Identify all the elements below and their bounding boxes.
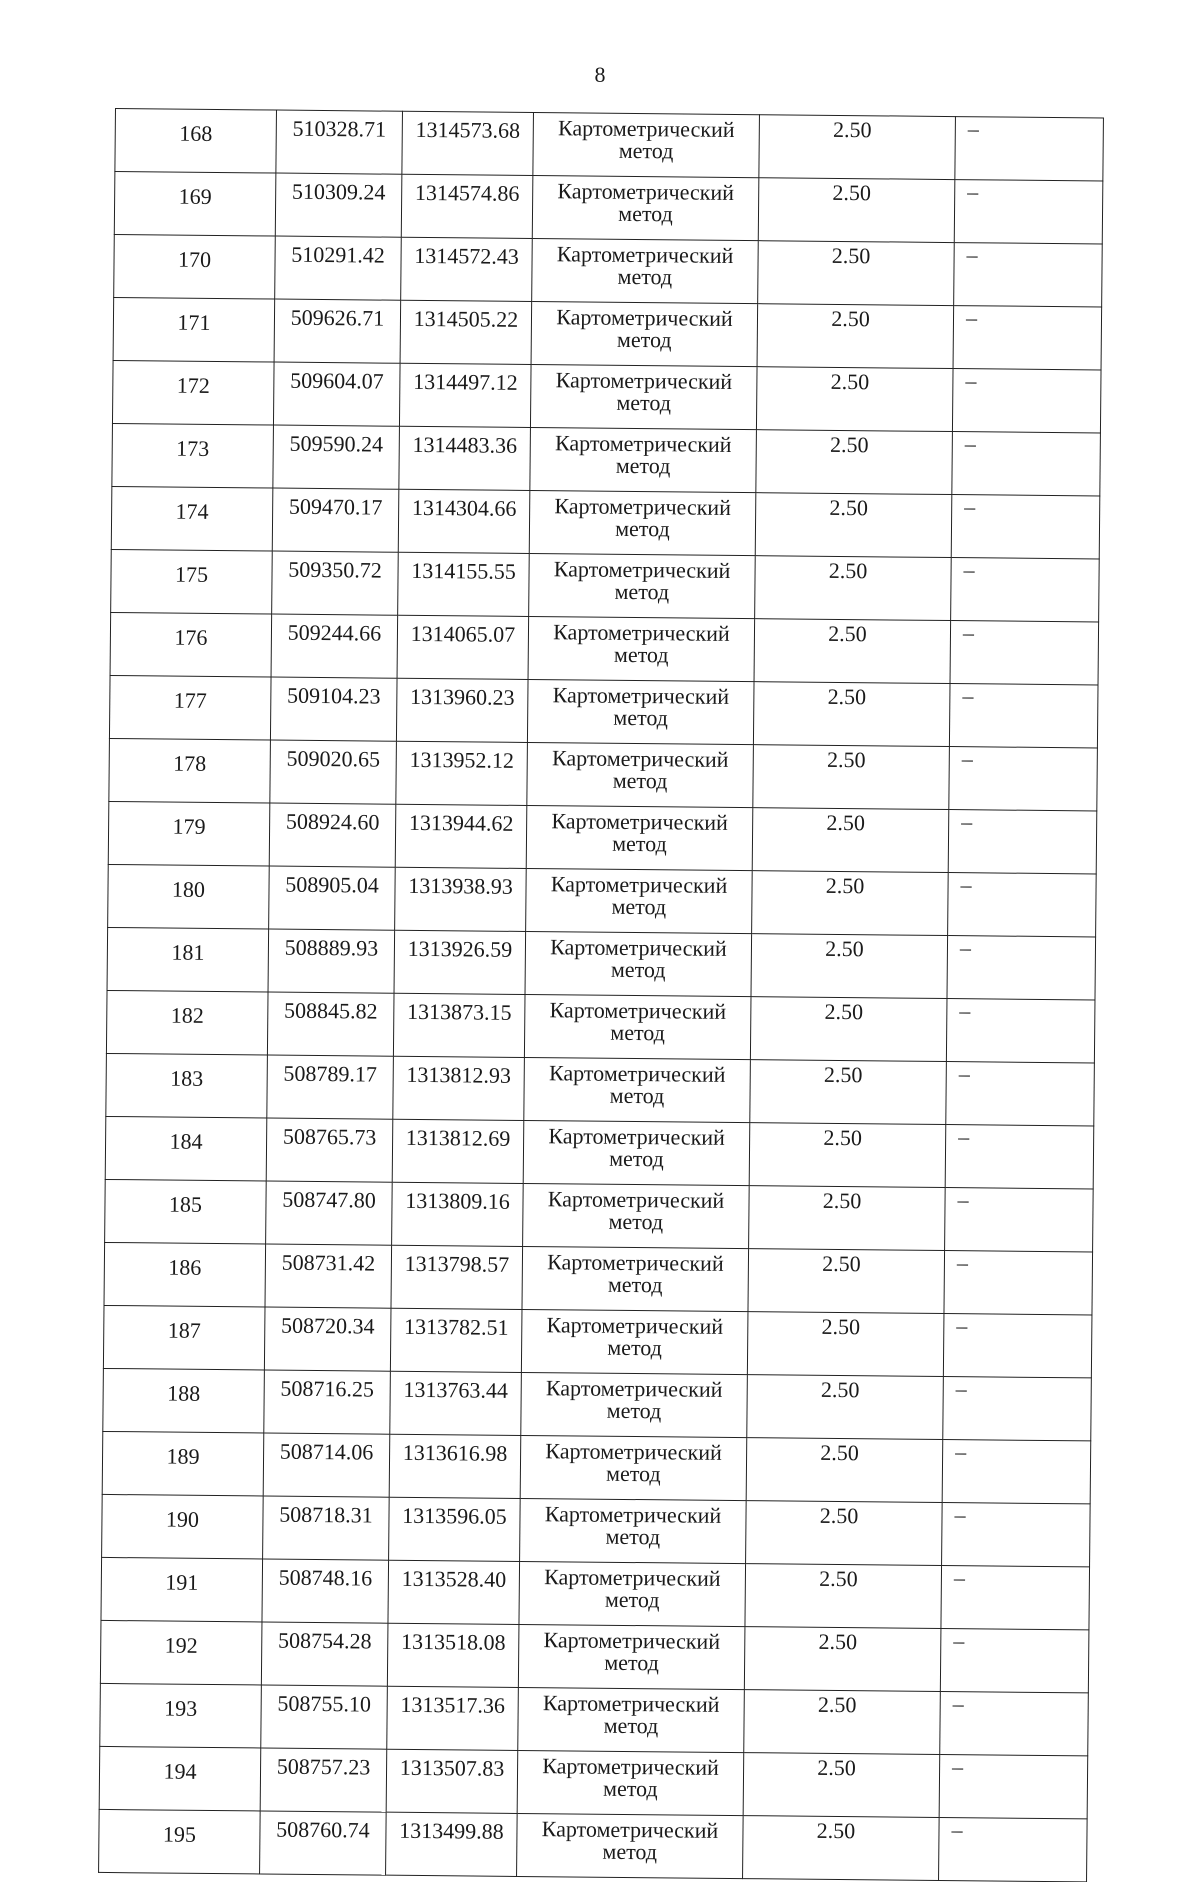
y-coordinate-cell: 1313952.12 — [396, 741, 528, 805]
x-coordinate-cell: 509626.71 — [274, 299, 401, 363]
table-row — [105, 1116, 1094, 1188]
x-coordinate-cell: 508748.16 — [262, 1559, 389, 1623]
y-coordinate-cell: 1313873.15 — [393, 993, 525, 1057]
method-line2: метод — [612, 767, 668, 794]
y-coordinate-cell: 1313507.83 — [386, 1749, 518, 1813]
note-cell: – — [952, 369, 1101, 433]
method-cell — [525, 931, 752, 996]
method-line2: метод — [615, 515, 670, 542]
point-number-cell: 168 — [115, 109, 277, 174]
y-coordinate-cell: 1313960.23 — [396, 678, 528, 742]
method-line2: метод — [615, 452, 671, 479]
method-line1: Картометрический — [543, 1627, 721, 1654]
method-line1: Картометрический — [553, 619, 730, 646]
method-line2: метод — [602, 1838, 658, 1865]
note-cell: – — [951, 495, 1100, 559]
method-cell — [520, 1435, 747, 1500]
accuracy-cell: 2.50 — [747, 1312, 944, 1377]
method-cell — [524, 994, 751, 1059]
y-coordinate-cell: 1314497.12 — [399, 363, 531, 427]
note-cell: – — [942, 1503, 1091, 1567]
note-cell: – — [954, 180, 1103, 244]
accuracy-cell: 2.50 — [755, 556, 952, 621]
point-number-cell: 182 — [106, 990, 268, 1055]
method-line1: Картометрический — [557, 115, 735, 142]
point-number-cell: 189 — [102, 1431, 264, 1496]
method-line1: Картометрический — [550, 871, 728, 898]
method-line2: метод — [618, 137, 674, 164]
method-cell — [517, 1750, 744, 1815]
y-coordinate-cell: 1313499.88 — [386, 1812, 518, 1876]
y-coordinate-cell: 1314304.66 — [398, 489, 530, 553]
accuracy-cell: 2.50 — [757, 304, 954, 369]
accuracy-cell: 2.50 — [748, 1249, 945, 1314]
method-line1: Картометрический — [542, 1753, 719, 1780]
point-number-cell: 183 — [106, 1053, 268, 1118]
y-coordinate-cell: 1313944.62 — [395, 804, 527, 868]
x-coordinate-cell: 508714.06 — [263, 1433, 390, 1497]
point-number-cell: 173 — [112, 423, 274, 488]
accuracy-cell: 2.50 — [743, 1753, 940, 1818]
method-line2: метод — [608, 1208, 664, 1235]
point-number-cell: 184 — [105, 1116, 267, 1181]
x-coordinate-cell: 508755.10 — [261, 1685, 388, 1749]
table-row — [114, 172, 1103, 244]
method-cell — [523, 1120, 750, 1185]
y-coordinate-cell: 1313518.08 — [387, 1623, 519, 1687]
x-coordinate-cell: 508765.73 — [266, 1118, 393, 1182]
method-line1: Картометрический — [551, 745, 729, 772]
point-number-cell: 185 — [105, 1179, 267, 1244]
accuracy-cell: 2.50 — [745, 1564, 942, 1629]
point-number-cell: 190 — [102, 1494, 264, 1559]
y-coordinate-cell: 1314065.07 — [397, 615, 529, 679]
method-cell — [517, 1813, 744, 1878]
method-line1: Картометрический — [556, 241, 734, 268]
table-row — [100, 1620, 1089, 1692]
point-number-cell: 169 — [114, 172, 276, 237]
method-line2: метод — [604, 1649, 660, 1676]
x-coordinate-cell: 508924.60 — [269, 803, 396, 867]
method-cell — [531, 302, 758, 367]
note-cell: – — [955, 117, 1104, 181]
accuracy-cell: 2.50 — [751, 934, 948, 999]
table-row — [104, 1242, 1093, 1314]
point-number-cell: 170 — [114, 234, 276, 299]
x-coordinate-cell: 509350.72 — [272, 551, 399, 615]
note-cell: – — [943, 1314, 1092, 1378]
x-coordinate-cell: 508716.25 — [264, 1370, 391, 1434]
table-row — [99, 1809, 1088, 1881]
y-coordinate-cell: 1313938.93 — [395, 867, 527, 931]
note-cell: – — [952, 432, 1101, 496]
accuracy-cell: 2.50 — [752, 808, 949, 873]
point-number-cell: 172 — [112, 360, 274, 425]
x-coordinate-cell: 508747.80 — [266, 1181, 393, 1245]
method-cell — [523, 1183, 750, 1248]
accuracy-cell: 2.50 — [756, 430, 953, 495]
method-cell — [526, 805, 753, 870]
note-cell: – — [945, 1125, 1094, 1189]
method-line1: Картометрический — [545, 1375, 723, 1402]
method-line2: метод — [605, 1523, 661, 1550]
x-coordinate-cell: 510328.71 — [276, 110, 403, 174]
x-coordinate-cell: 509590.24 — [273, 425, 400, 489]
table-row — [102, 1494, 1091, 1566]
accuracy-cell: 2.50 — [752, 871, 949, 936]
method-line2: метод — [618, 200, 673, 227]
accuracy-cell: 2.50 — [747, 1375, 944, 1440]
table-row — [107, 927, 1096, 999]
point-number-cell: 188 — [103, 1368, 265, 1433]
method-line1: Картометрический — [544, 1564, 721, 1591]
method-line1: Картометрический — [557, 178, 735, 205]
accuracy-cell: 2.50 — [753, 745, 950, 810]
y-coordinate-cell: 1314483.36 — [399, 426, 531, 490]
method-cell — [519, 1561, 746, 1626]
x-coordinate-cell: 508889.93 — [268, 929, 395, 993]
accuracy-cell: 2.50 — [756, 367, 953, 432]
point-number-cell: 171 — [113, 297, 275, 362]
x-coordinate-cell: 510309.24 — [275, 173, 402, 237]
point-number-cell: 181 — [107, 927, 269, 992]
accuracy-cell: 2.50 — [744, 1627, 941, 1692]
note-cell: – — [946, 1062, 1095, 1126]
method-line2: метод — [606, 1397, 662, 1424]
y-coordinate-cell: 1314573.68 — [402, 111, 534, 175]
note-cell: – — [939, 1754, 1088, 1818]
table-row — [99, 1746, 1088, 1818]
table-row — [103, 1305, 1092, 1377]
method-line1: Картометрический — [555, 367, 733, 394]
method-line2: метод — [612, 830, 667, 857]
method-cell — [530, 365, 757, 430]
method-line1: Картометрический — [553, 556, 731, 583]
method-line2: метод — [609, 1082, 665, 1109]
table-row — [111, 486, 1100, 558]
point-number-cell: 174 — [111, 486, 273, 551]
note-cell: – — [948, 873, 1097, 937]
table-row — [115, 109, 1104, 181]
method-line2: метод — [603, 1712, 659, 1739]
method-cell — [526, 868, 753, 933]
method-line1: Картометрический — [546, 1312, 724, 1339]
y-coordinate-cell: 1313798.57 — [391, 1245, 523, 1309]
y-coordinate-cell: 1314572.43 — [401, 237, 533, 301]
x-coordinate-cell: 508845.82 — [267, 992, 394, 1056]
accuracy-cell: 2.50 — [746, 1501, 943, 1566]
x-coordinate-cell: 508905.04 — [269, 866, 396, 930]
method-cell — [520, 1498, 747, 1563]
x-coordinate-cell: 508720.34 — [264, 1307, 391, 1371]
method-cell — [528, 616, 755, 681]
x-coordinate-cell: 509470.17 — [272, 488, 399, 552]
table-row — [109, 738, 1098, 810]
method-line1: Картометрический — [554, 430, 732, 457]
accuracy-cell: 2.50 — [750, 997, 947, 1062]
table-body — [99, 109, 1104, 1882]
method-cell — [524, 1057, 751, 1122]
table-row — [112, 360, 1101, 432]
table-row — [108, 864, 1097, 936]
table-row — [106, 1053, 1095, 1125]
method-line2: метод — [604, 1586, 660, 1613]
x-coordinate-cell: 510291.42 — [275, 236, 402, 300]
y-coordinate-cell: 1313517.36 — [387, 1686, 519, 1750]
table-row — [110, 612, 1099, 684]
method-cell — [529, 553, 756, 618]
method-cell — [530, 428, 757, 493]
accuracy-cell: 2.50 — [746, 1438, 943, 1503]
note-cell: – — [951, 558, 1100, 622]
x-coordinate-cell: 508754.28 — [261, 1622, 388, 1686]
table-row — [101, 1557, 1090, 1629]
point-number-cell: 179 — [108, 801, 270, 866]
point-number-cell: 193 — [100, 1683, 262, 1748]
note-cell: – — [939, 1817, 1088, 1881]
x-coordinate-cell: 509104.23 — [270, 677, 397, 741]
method-line2: метод — [609, 1145, 664, 1172]
table-row — [102, 1431, 1091, 1503]
note-cell: – — [942, 1440, 1091, 1504]
point-number-cell: 191 — [101, 1557, 263, 1622]
method-line1: Картометрический — [544, 1501, 722, 1528]
method-line2: метод — [613, 704, 669, 731]
accuracy-cell: 2.50 — [744, 1690, 941, 1755]
method-line1: Картометрический — [549, 997, 727, 1024]
x-coordinate-cell: 509604.07 — [273, 362, 400, 426]
note-cell: – — [945, 1188, 1094, 1252]
y-coordinate-cell: 1314505.22 — [400, 300, 532, 364]
point-number-cell: 177 — [109, 675, 271, 740]
accuracy-cell: 2.50 — [758, 241, 955, 306]
accuracy-cell: 2.50 — [743, 1816, 940, 1881]
accuracy-cell: 2.50 — [749, 1186, 946, 1251]
method-line2: метод — [602, 1775, 658, 1802]
table-row — [103, 1368, 1092, 1440]
note-cell: – — [940, 1628, 1089, 1692]
method-line1: Картометрический — [556, 304, 733, 331]
method-line2: метод — [613, 641, 669, 668]
method-cell — [521, 1372, 748, 1437]
method-line2: метод — [614, 578, 670, 605]
accuracy-cell: 2.50 — [754, 619, 951, 684]
point-number-cell: 195 — [99, 1809, 261, 1874]
table-row — [106, 990, 1095, 1062]
coordinates-table — [98, 108, 1104, 1882]
y-coordinate-cell: 1313812.69 — [392, 1119, 524, 1183]
note-cell: – — [947, 936, 1096, 1000]
x-coordinate-cell: 508757.23 — [260, 1748, 387, 1812]
note-cell: – — [946, 999, 1095, 1063]
y-coordinate-cell: 1313616.98 — [389, 1434, 521, 1498]
method-line2: метод — [616, 326, 672, 353]
method-line1: Картометрический — [552, 682, 730, 709]
method-cell — [532, 239, 759, 304]
point-number-cell: 175 — [111, 549, 273, 614]
method-line2: метод — [607, 1334, 663, 1361]
table-row — [105, 1179, 1094, 1251]
method-line2: метод — [610, 956, 666, 983]
point-number-cell: 176 — [110, 612, 272, 677]
method-line1: Картометрический — [547, 1186, 725, 1213]
point-number-cell: 186 — [104, 1242, 266, 1307]
y-coordinate-cell: 1313596.05 — [389, 1497, 521, 1561]
method-line2: метод — [605, 1460, 661, 1487]
note-cell: – — [950, 621, 1099, 685]
point-number-cell: 194 — [99, 1746, 261, 1811]
method-cell — [518, 1687, 745, 1752]
table-row — [111, 549, 1100, 621]
note-cell: – — [941, 1566, 1090, 1630]
note-cell: – — [949, 684, 1098, 748]
table-row — [100, 1683, 1089, 1755]
method-cell — [527, 679, 754, 744]
x-coordinate-cell: 509244.66 — [271, 614, 398, 678]
table-row — [109, 675, 1098, 747]
method-line1: Картометрический — [545, 1438, 722, 1465]
accuracy-cell: 2.50 — [750, 1060, 947, 1125]
method-line2: метод — [607, 1271, 663, 1298]
y-coordinate-cell: 1313528.40 — [388, 1560, 520, 1624]
note-cell: – — [954, 243, 1103, 307]
method-cell — [518, 1624, 745, 1689]
method-cell — [522, 1246, 749, 1311]
method-line1: Картометрический — [551, 808, 729, 835]
method-cell — [521, 1309, 748, 1374]
y-coordinate-cell: 1313812.93 — [393, 1056, 525, 1120]
method-line2: метод — [611, 893, 667, 920]
method-line1: Картометрический — [542, 1690, 720, 1717]
method-cell — [533, 113, 760, 178]
table-row — [108, 801, 1097, 873]
method-line1: Картометрический — [550, 934, 727, 961]
method-line1: Картометрический — [554, 493, 732, 520]
method-line1: Картометрический — [541, 1816, 719, 1843]
method-line2: метод — [616, 389, 672, 416]
y-coordinate-cell: 1314155.55 — [398, 552, 530, 616]
method-cell — [527, 742, 754, 807]
y-coordinate-cell: 1314574.86 — [401, 174, 533, 238]
method-cell — [532, 176, 759, 241]
point-number-cell: 180 — [108, 864, 270, 929]
table-row — [114, 234, 1103, 306]
x-coordinate-cell: 508718.31 — [263, 1496, 390, 1560]
table-row — [113, 297, 1102, 369]
note-cell: – — [948, 810, 1097, 874]
accuracy-cell: 2.50 — [759, 115, 956, 180]
note-cell: – — [953, 306, 1102, 370]
x-coordinate-cell: 508789.17 — [267, 1055, 394, 1119]
method-line1: Картометрический — [548, 1060, 726, 1087]
x-coordinate-cell: 509020.65 — [270, 740, 397, 804]
x-coordinate-cell: 508731.42 — [265, 1244, 392, 1308]
accuracy-cell: 2.50 — [753, 682, 950, 747]
accuracy-cell: 2.50 — [755, 493, 952, 558]
method-line1: Картометрический — [548, 1123, 726, 1150]
method-line1: Картометрический — [547, 1249, 724, 1276]
page-number: 8 — [594, 62, 606, 87]
accuracy-cell: 2.50 — [749, 1123, 946, 1188]
method-line2: метод — [610, 1019, 666, 1046]
x-coordinate-cell: 508760.74 — [260, 1811, 387, 1875]
y-coordinate-cell: 1313763.44 — [390, 1371, 522, 1435]
point-number-cell: 178 — [109, 738, 271, 803]
point-number-cell: 187 — [103, 1305, 265, 1370]
method-line2: метод — [617, 263, 673, 290]
note-cell: – — [949, 747, 1098, 811]
point-number-cell: 192 — [100, 1620, 262, 1685]
note-cell: – — [943, 1377, 1092, 1441]
y-coordinate-cell: 1313782.51 — [390, 1308, 522, 1372]
table-row — [112, 423, 1101, 495]
y-coordinate-cell: 1313926.59 — [394, 930, 526, 994]
note-cell: – — [944, 1251, 1093, 1315]
accuracy-cell: 2.50 — [758, 178, 955, 243]
y-coordinate-cell: 1313809.16 — [392, 1182, 524, 1246]
method-cell — [529, 490, 756, 555]
note-cell: – — [940, 1691, 1089, 1755]
